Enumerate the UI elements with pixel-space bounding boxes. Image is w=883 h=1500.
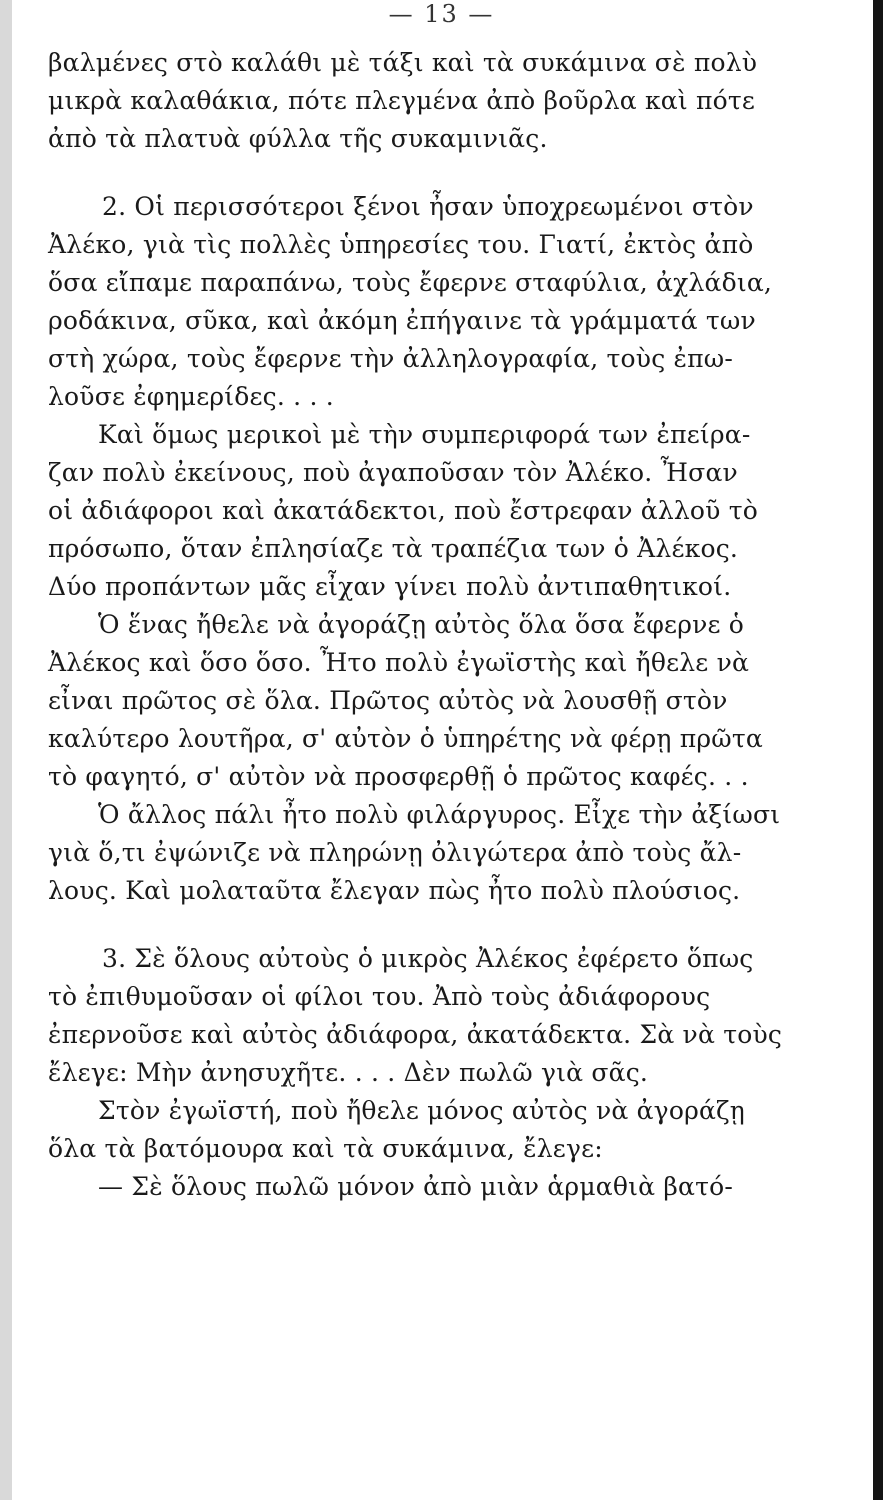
text-line: Ὁ ἕνας ἤθελε νὰ ἀγοράζῃ αὐτὸς ὅλα ὅσα ἔφερνε ὁ — [98, 610, 745, 639]
text-line: Ὁ ἄλλος πάλι ἦτο πολὺ φιλάργυρος. Εἶχε τὴν ἀξίωσι — [98, 800, 781, 829]
paragraph-section-2 — [48, 188, 826, 416]
paragraph — [48, 796, 826, 910]
text-line: Δύο προπάντων μᾶς εἶχαν γίνει πολὺ ἀντιπαθητικοί. — [48, 572, 732, 601]
text-line: ζαν πολὺ ἐκείνους, ποὺ ἀγαποῦσαν τὸν Ἀλέκο. Ἦσαν — [48, 458, 738, 487]
text-line: Ἀλέκο, γιὰ τὶς πολλὲς ὑπηρεσίες του. Γιατί, ἐκτὸς ἀπὸ — [48, 230, 754, 259]
text-line: Καὶ ὅμως μερικοὶ μὲ τὴν συμπεριφορά των ἐπείρα- — [98, 420, 751, 449]
paragraph — [48, 1092, 826, 1168]
text-line: ἐπερνοῦσε καὶ αὐτὸς ἀδιάφορα, ἀκατάδεκτα. Σὰ νὰ τοὺς — [48, 1020, 783, 1049]
text-line: ὅσα εἴπαμε παραπάνω, τοὺς ἔφερνε σταφύλια, ἀχλάδια, — [48, 268, 773, 297]
text-line: μικρὰ καλαθάκια, πότε πλεγμένα ἀπὸ βοῦρλα καὶ πότε — [48, 86, 756, 115]
text-line: ροδάκινα, σῦκα, καὶ ἀκόμη ἐπήγαινε τὰ γράμματά των — [48, 306, 756, 335]
text-line: εἶναι πρῶτος σὲ ὅλα. Πρῶτος αὐτὸς νὰ λουσθῇ στὸν — [48, 686, 728, 715]
text-line: στὴ χώρα, τοὺς ἔφερνε τὴν ἀλληλογραφία, τοὺς ἐπω- — [48, 344, 734, 373]
text-line: Ἀλέκος καὶ ὅσο ὅσο. Ἦτο πολὺ ἐγωϊστὴς καὶ ἤθελε νὰ — [48, 648, 750, 677]
paragraph — [48, 416, 826, 606]
text-line: ὅλα τὰ βατόμουρα καὶ τὰ συκάμινα, ἔλεγε: — [48, 1134, 603, 1163]
text-line: καλύτερο λουτῆρα, σ' αὐτὸν ὁ ὑπηρέτης νὰ φέρῃ πρῶτα — [48, 724, 763, 753]
text-line: ἀπὸ τὰ πλατυὰ φύλλα τῆς συκαμινιᾶς. — [48, 124, 548, 153]
text-line: τὸ ἐπιθυμοῦσαν οἱ φίλοι του. Ἀπὸ τοὺς ἀδιάφορους — [48, 982, 711, 1011]
text-line: 3. Σὲ ὅλους αὐτοὺς ὁ μικρὸς Ἀλέκος ἐφέρετο ὅπως — [102, 944, 754, 973]
text-line: Στὸν ἐγωϊστή, ποὺ ἤθελε μόνος αὐτὸς νὰ ἀγοράζῃ — [98, 1096, 745, 1125]
text-line: τὸ φαγητό, σ' αὐτὸν νὰ προσφερθῇ ὁ πρῶτος καφές. . . — [48, 762, 749, 791]
text-line: οἱ ἀδιάφοροι καὶ ἀκατάδεκτοι, ποὺ ἔστρεφαν ἀλλοῦ τὸ — [48, 496, 759, 525]
paragraph-continuation — [48, 44, 826, 158]
paragraph-dialogue — [48, 1168, 826, 1206]
page-left-edge — [0, 0, 12, 1500]
page-number: — 13 — — [388, 0, 495, 28]
book-page-text — [48, 44, 826, 1206]
text-line: — Σὲ ὅλους πωλῶ μόνον ἀπὸ μιὰν ἁρμαθιὰ βατό- — [98, 1172, 734, 1201]
text-line: 2. Οἱ περισσότεροι ξένοι ἦσαν ὑποχρεωμένοι στὸν — [102, 192, 754, 221]
text-line: λους. Καὶ μολαταῦτα ἔλεγαν πὼς ἦτο πολὺ πλούσιος. — [48, 876, 741, 905]
text-line: πρόσωπο, ὅταν ἐπλησίαζε τὰ τραπέζια των ὁ Ἀλέκος. — [48, 534, 739, 563]
page-right-edge — [873, 0, 883, 1500]
text-line: γιὰ ὅ,τι ἐψώνιζε νὰ πληρώνῃ ὀλιγώτερα ἀπὸ τοὺς ἄλ- — [48, 838, 742, 867]
text-line: λοῦσε ἐφημερίδες. . . . — [48, 382, 334, 411]
text-line: ἔλεγε: Μὴν ἀνησυχῆτε. . . . Δὲν πωλῶ γιὰ σᾶς. — [48, 1058, 649, 1087]
paragraph — [48, 606, 826, 796]
paragraph-section-3 — [48, 940, 826, 1092]
text-line: βαλμένες στὸ καλάθι μὲ τάξι καὶ τὰ συκάμινα σὲ πολὺ — [48, 48, 758, 77]
